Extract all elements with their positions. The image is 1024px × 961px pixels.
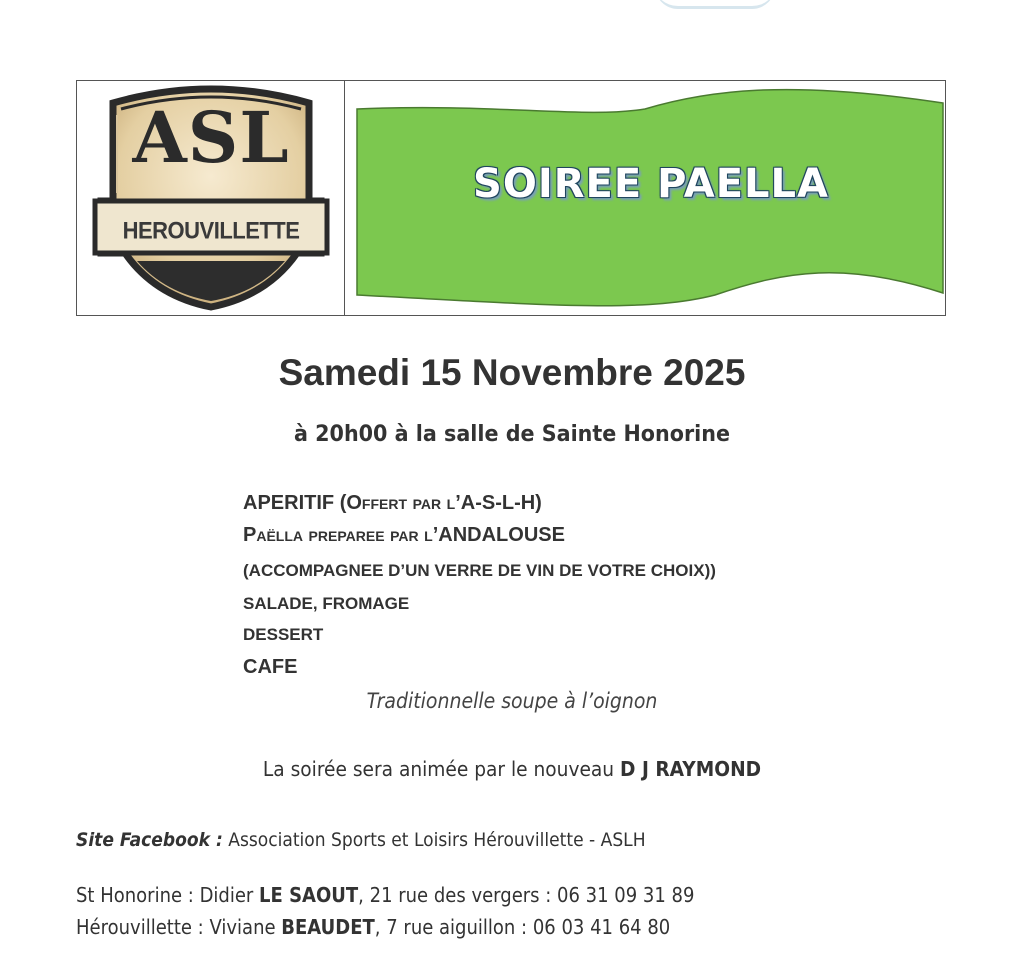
contact-details: , 21 rue des vergers : 06 31 09 31 89 [358,883,695,907]
dj-name: D J RAYMOND [620,757,762,781]
contact-details: , 7 rue aiguillon : 06 03 41 64 80 [374,915,671,939]
contact-prefix: Hérouvillette : Viviane [76,915,276,939]
banner-title: SOIREE PAELLA [473,161,829,207]
facebook-label: Site Facebook : [76,829,223,851]
aperitif-note: (Offert par l’A-S-L-H) [339,492,542,514]
contact-prefix: St Honorine : Didier [76,883,254,907]
facebook-value: Association Sports et Loisirs Hérouvillette - ASLH [228,829,646,851]
aperitif-label: APERITIF [243,492,335,514]
contact-line [76,883,694,907]
contact-name: LE SAOUT [259,883,359,907]
contact-name: BEAUDET [281,915,375,939]
facebook-line [76,829,646,851]
contact-line [76,915,670,939]
menu-dessert: DESSERT [243,625,324,644]
event-place: à 20h00 à la salle de Sainte Honorine [294,422,730,447]
decorative-arc [655,0,775,9]
menu-accompagnee: (ACCOMPAGNEE D’UN VERRE DE VIN DE VOTRE CHOIX)) [243,561,716,580]
paella-label: Paëlla preparee par l’ [243,524,439,546]
header-box [76,80,946,316]
logo-town-text: HEROUVILLETTE [122,216,300,245]
menu-salade: SALADE, FROMAGE [243,594,410,613]
menu-cafe: CAFE [243,656,298,678]
menu-paella [243,524,565,547]
menu-soupe: Traditionnelle soupe à l’oignon [366,689,658,713]
event-date: Samedi 15 Novembre 2025 [278,352,746,393]
asl-logo [77,81,345,315]
paella-caterer: ANDALOUSE [438,524,565,546]
animation-text: La soirée sera animée par le nouveau [262,757,615,781]
animation-line [36,757,988,781]
logo-asl-text: ASL [132,96,290,179]
menu-aperitif [243,492,542,515]
banner [345,81,945,315]
